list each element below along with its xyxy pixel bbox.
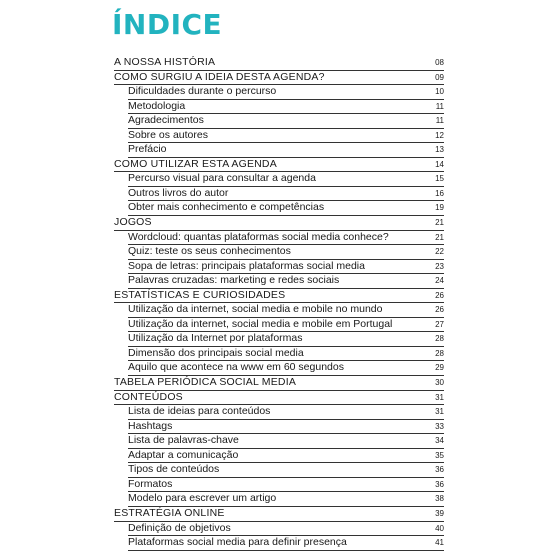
toc-page-number: 12 [435,130,444,140]
toc-entry-row[interactable] [128,303,444,318]
toc-section-row[interactable] [114,391,444,406]
toc-page-number: 22 [435,247,444,257]
toc-page-number: 24 [435,276,444,286]
toc-page-number: 11 [435,101,444,111]
toc-entry-label: Agradecimentos [128,114,204,127]
toc-entry-label: Lista de ideias para conteúdos [128,405,271,418]
toc-entry-label: Sobre os autores [128,128,208,141]
toc-entry-row[interactable] [128,100,444,115]
toc-entry-label: Utilização da internet, social media e mobile em Portugal [128,317,393,330]
toc-page-number: 19 [435,203,444,213]
toc-entry-row[interactable] [128,114,444,129]
toc-entry-row[interactable] [128,231,444,246]
toc-entry-label: Adaptar a comunicação [128,448,239,461]
toc-entry-row[interactable] [128,361,444,376]
toc-entry-label: Aquilo que acontece na www em 60 segundos [128,361,344,374]
toc-entry-label: COMO UTILIZAR ESTA AGENDA [114,157,277,170]
toc-entry-label: Formatos [128,477,173,490]
toc-entry-row[interactable] [128,449,444,464]
toc-entry-label: Outros livros do autor [128,186,229,199]
toc-page-number: 26 [435,290,444,300]
toc-entry-label: Wordcloud: quantas plataformas social media conhece? [128,230,389,243]
toc-entry-row[interactable] [128,536,444,551]
toc-page-number: 29 [435,363,444,373]
toc-entry-row[interactable] [128,172,444,187]
toc-entry-label: Metodologia [128,99,186,112]
toc-entry-label: Palavras cruzadas: marketing e redes sociais [128,274,340,287]
toc-entry-label: Utilização da Internet por plataformas [128,332,303,345]
toc-page-number: 38 [435,494,444,504]
toc-page-number: 14 [435,159,444,169]
toc-page-number: 36 [435,465,444,475]
toc-entry-label: Lista de palavras-chave [128,434,239,447]
toc-page-number: 40 [435,523,444,533]
toc-entry-row[interactable] [128,187,444,202]
toc-entry-label: ESTATÍSTICAS E CURIOSIDADES [114,288,286,301]
toc-page-number: 31 [435,407,444,417]
toc-entry-row[interactable] [128,347,444,362]
toc-page-number: 28 [435,334,444,344]
toc-page-number: 21 [435,232,444,242]
toc-section-row[interactable] [114,216,444,231]
toc-page-number: 26 [435,305,444,315]
toc-entry-label: CONTEÚDOS [114,390,183,403]
toc-entry-label: Modelo para escrever um artigo [128,492,277,505]
toc-page-number: 21 [435,218,444,228]
toc-page-number: 39 [435,508,444,518]
toc-section-row[interactable] [114,376,444,391]
toc-entry-row[interactable] [128,245,444,260]
toc-entry-row[interactable] [128,420,444,435]
toc-entry-row[interactable] [128,332,444,347]
toc-page-number: 09 [435,72,444,82]
toc-page-number: 15 [435,174,444,184]
toc-entry-label: COMO SURGIU A IDEIA DESTA AGENDA? [114,70,325,83]
toc-entry-label: Definição de objetivos [128,521,231,534]
toc-page-number: 35 [435,450,444,460]
toc-entry-label: Percurso visual para consultar a agenda [128,172,316,185]
toc-entry-label: Prefácio [128,143,167,156]
toc-entry-row[interactable] [128,143,444,158]
toc-entry-label: Dificuldades durante o percurso [128,85,277,98]
toc-entry-row[interactable] [128,478,444,493]
toc-page-number: 33 [435,421,444,431]
toc-entry-label: Utilização da internet, social media e mobile no mundo [128,303,383,316]
toc-entry-row[interactable] [128,405,444,420]
toc-page-number: 08 [435,58,444,67]
toc-page-number: 10 [435,87,444,97]
page-title: ÍNDICE [112,8,223,41]
toc-page-number: 16 [435,188,444,198]
toc-page-number: 28 [435,348,444,358]
toc-entry-label: ESTRATÉGIA ONLINE [114,506,225,519]
toc-section-row[interactable] [114,507,444,522]
toc-entry-row[interactable] [128,85,444,100]
toc-entry-label: Quiz: teste os seus conhecimentos [128,245,291,258]
toc-entry-row[interactable] [128,522,444,537]
toc-page-number: 30 [435,378,444,388]
toc-entry-label: Obter mais conhecimento e competências [128,201,325,214]
toc-entry-row[interactable] [128,260,444,275]
toc-section-row[interactable] [114,289,444,304]
toc-entry-label: JOGOS [114,216,152,229]
toc-entry-label: Sopa de letras: principais plataformas social media [128,259,365,272]
toc-entry-row[interactable] [128,274,444,289]
toc-section-row[interactable] [114,158,444,173]
toc-page-number: 34 [435,436,444,446]
toc-entry-label: TABELA PERIÓDICA SOCIAL MEDIA [114,376,297,389]
toc-section-row[interactable] [114,56,444,71]
toc-entry-row[interactable] [128,434,444,449]
toc-page-number: 23 [435,261,444,271]
toc-entry-label: A NOSSA HISTÓRIA [114,56,216,68]
toc-section-row[interactable] [114,71,444,86]
toc-entry-label: Dimensão dos principais social media [128,346,304,359]
toc-entry-row[interactable] [128,463,444,478]
toc-page-number: 27 [435,319,444,329]
table-of-contents [114,56,444,551]
toc-entry-label: Plataformas social media para definir presença [128,536,347,549]
toc-entry-label: Tipos de conteúdos [128,463,220,476]
toc-page-number: 41 [435,538,444,548]
toc-entry-label: Hashtags [128,419,173,432]
toc-entry-row[interactable] [128,129,444,144]
toc-entry-row[interactable] [128,318,444,333]
toc-page-number: 31 [435,392,444,402]
toc-page-number: 36 [435,479,444,489]
toc-entry-row[interactable] [128,201,444,216]
toc-entry-row[interactable] [128,492,444,507]
toc-page-number: 11 [435,116,444,126]
toc-page-number: 13 [435,145,444,155]
